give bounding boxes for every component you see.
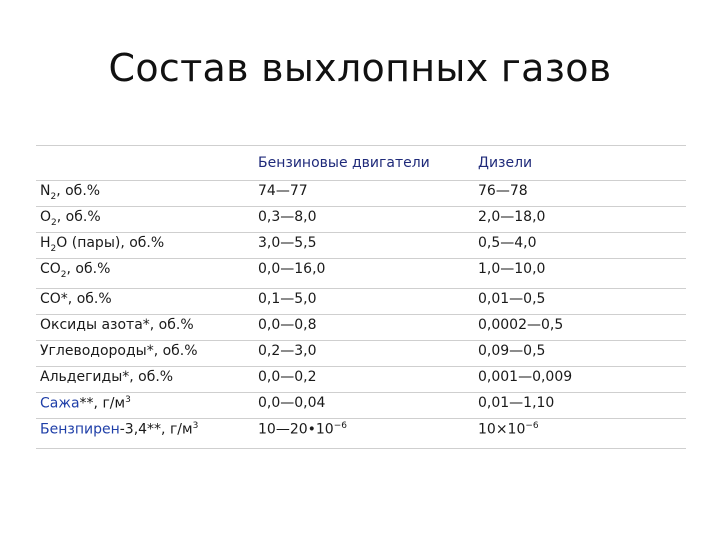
table-row-aldehydes: [36, 367, 686, 393]
gasoline-cell: [254, 419, 474, 449]
formula-unit: , об.%: [56, 209, 101, 225]
table-row-soot: [36, 393, 686, 419]
diesel-cell: 0,09—0,5: [474, 341, 686, 367]
diesel-cell: 0,0002—0,5: [474, 315, 686, 341]
param-cell: [36, 181, 254, 207]
table-row-o2: [36, 207, 686, 233]
gasoline-cell: 0,0—0,8: [254, 315, 474, 341]
gasoline-cell: 74—77: [254, 181, 474, 207]
param-cell: [36, 419, 254, 449]
table-row-h2o: [36, 233, 686, 259]
gasoline-cell: 3,0—5,5: [254, 233, 474, 259]
table-row-n2: [36, 181, 686, 207]
formula-base: H: [40, 235, 51, 251]
diesel-cell: [474, 419, 686, 449]
header-diesel: Дизели: [474, 146, 686, 181]
param-cell: Углеводороды*, об.%: [36, 341, 254, 367]
table-row-co: [36, 289, 686, 315]
gasoline-cell: 0,2—3,0: [254, 341, 474, 367]
table-row-co2: [36, 259, 686, 289]
param-cell: Альдегиды*, об.%: [36, 367, 254, 393]
formula-unit: , об.%: [56, 183, 101, 199]
gasoline-cell: 0,1—5,0: [254, 289, 474, 315]
param-cell: [36, 259, 254, 289]
diesel-cell: 0,001—0,009: [474, 367, 686, 393]
diesel-cell: 0,01—1,10: [474, 393, 686, 419]
diesel-cell: 0,5—4,0: [474, 233, 686, 259]
gasoline-cell: 0,0—0,04: [254, 393, 474, 419]
diesel-cell: 1,0—10,0: [474, 259, 686, 289]
param-cell: Оксиды азота*, об.%: [36, 315, 254, 341]
slide-title: Состав выхлопных газов: [108, 46, 612, 90]
formula-sub: 2: [50, 243, 57, 254]
exhaust-composition-table: [36, 145, 686, 449]
param-cell: [36, 393, 254, 419]
diesel-cell: 0,01—0,5: [474, 289, 686, 315]
formula-base: CO: [40, 261, 61, 277]
diesel-cell: 76—78: [474, 181, 686, 207]
table-row-benzopyrene: [36, 419, 686, 449]
formula-sub: 2: [51, 217, 57, 228]
table-row-hydrocarbons: [36, 341, 686, 367]
diesel-cell: 2,0—18,0: [474, 207, 686, 233]
unit-sup: 3: [125, 395, 131, 405]
param-unit: -3,4**, г/м: [119, 421, 193, 438]
unit-sup: 3: [192, 421, 199, 431]
param-unit: **, г/м: [79, 395, 126, 412]
formula-sub: 2: [50, 191, 57, 202]
formula-unit: O (пары), об.%: [56, 235, 165, 251]
formula-base: O: [40, 209, 52, 225]
gasoline-cell: 0,0—0,2: [254, 367, 474, 393]
formula-sub: 2: [60, 269, 67, 280]
formula-base: N: [40, 183, 51, 199]
param-cell: CO*, об.%: [36, 289, 254, 315]
param-cell: [36, 233, 254, 259]
header-gasoline: Бензиновые двигатели: [254, 146, 474, 181]
header-parameter: [36, 146, 254, 181]
param-cell: [36, 207, 254, 233]
table-row-nox: [36, 315, 686, 341]
value-exponent: −6: [525, 421, 539, 431]
soot-link[interactable]: Сажа: [40, 395, 80, 412]
value-base: 10×10: [478, 421, 526, 438]
formula-unit: , об.%: [66, 261, 111, 277]
benzopyrene-link[interactable]: Бензпирен: [40, 421, 120, 438]
value-exponent: −6: [333, 421, 347, 431]
value-base: 10—20•10: [258, 421, 334, 438]
gasoline-cell: 0,3—8,0: [254, 207, 474, 233]
gasoline-cell: 0,0—16,0: [254, 259, 474, 289]
table-header-row: [36, 146, 686, 181]
